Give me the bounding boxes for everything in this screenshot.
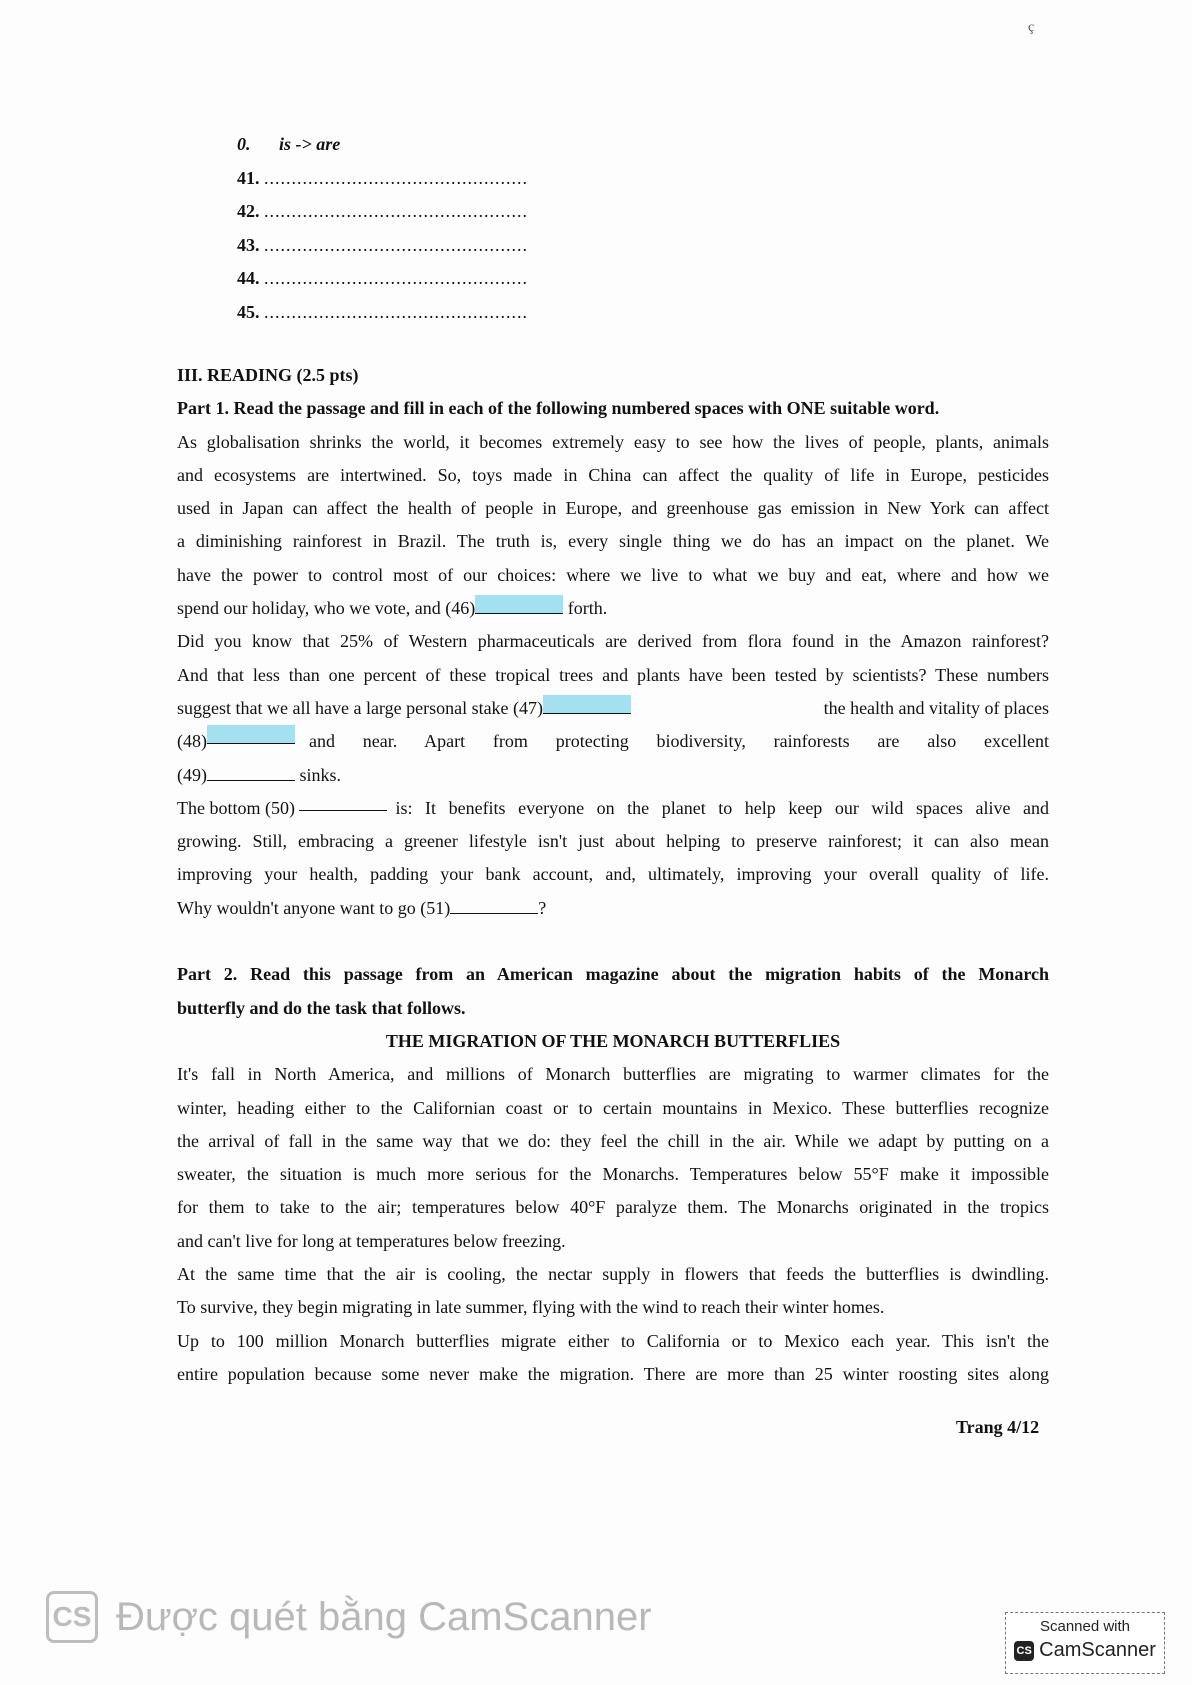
passage-line: and can't live for long at temperatures below freezing. (177, 1230, 566, 1251)
passage-title: THE MIGRATION OF THE MONARCH BUTTERFLIES (385, 1030, 841, 1051)
passage-line: Did you know that 25% of Western pharmaceuticals are derived from flora found in the Amazon rainforest? (177, 631, 1049, 652)
passage-line: winter, heading either to the Californian coast or to certain mountains in Mexico. These butterflies recognize (177, 1097, 1049, 1118)
passage-line: At the same time that the air is cooling, the nectar supply in flowers that feeds the butterflies is dwindling. (177, 1264, 1049, 1285)
passage-line: for them to take to the air; temperatures below 40°F paralyze them. The Monarchs originated in the tropics (177, 1197, 1049, 1218)
blank-50[interactable] (299, 792, 387, 811)
passage-line: spend our holiday, who we vote, and (46) forth. (177, 592, 1049, 625)
corner-mark: ç (1028, 20, 1035, 35)
passage-line: have the power to control most of our choices: where we live to what we buy and eat, where and how we (177, 564, 1049, 585)
passage-line: growing. Still, embracing a greener lifestyle isn't just about helping to preserve rainforest; it can also mean (177, 831, 1049, 852)
passage-line: and ecosystems are intertwined. So, toys made in China can affect the quality of life in Europe, pesticides (177, 464, 1049, 485)
passage-line: Up to 100 million Monarch butterflies migrate either to California or to Mexico each year. This isn't the (177, 1330, 1049, 1351)
passage-line: sweater, the situation is much more serious for the Monarchs. Temperatures below 55°F make it impossible (177, 1164, 1049, 1185)
passage-line: (49) sinks. (177, 759, 1049, 792)
blank-47[interactable] (543, 695, 631, 714)
reading-section (177, 359, 1049, 1391)
answer-example-text: is -> are (279, 134, 341, 154)
blank-48[interactable] (207, 725, 295, 744)
passage-line: the arrival of fall in the same way that we do: they feel the chill in the air. While we adapt by putting on a (177, 1130, 1049, 1151)
part2-instruction: Part 2. Read this passage from an American magazine about the migration habits of the Monarch (177, 964, 1049, 985)
passage-line: As globalisation shrinks the world, it becomes extremely easy to see how the lives of people, plants, animals (177, 431, 1049, 452)
answer-example (237, 128, 528, 162)
answer-line: 45. ................................................ (237, 301, 528, 322)
passage-line: Why wouldn't anyone want to go (51) ? (177, 892, 1049, 925)
camscanner-watermark (46, 1591, 652, 1643)
camscanner-mini-logo-icon: CS (1014, 1641, 1034, 1661)
passage-line: a diminishing rainforest in Brazil. The truth is, every single thing we do has an impact on the planet. We (177, 531, 1049, 552)
passage-line: To survive, they begin migrating in late summer, flying with the wind to reach their winter homes. (177, 1297, 885, 1318)
passage-line: (48) and near. Apart from protecting biodiversity, rainforests are also excellent (177, 725, 1049, 758)
section-title: III. READING (2.5 pts) (177, 365, 359, 385)
passage-line: improving your health, padding your bank account, and, ultimately, improving your overall quality of life. (177, 864, 1049, 885)
blank-51[interactable] (450, 895, 538, 914)
passage-line: The bottom (50) is: It benefits everyone on the planet to help keep our wild spaces alive and (177, 792, 1049, 825)
blank-49[interactable] (207, 762, 295, 781)
scanned-with-badge (1005, 1612, 1165, 1674)
passage-line: entire population because some never make the migration. There are more than 25 winter roosting sites along (177, 1363, 1049, 1384)
answer-line: 44. ................................................ (237, 268, 528, 288)
answer-line: 41. ................................................ (237, 167, 528, 188)
passage-line: used in Japan can affect the health of people in Europe, and greenhouse gas emission in New York can affect (177, 498, 1049, 519)
camscanner-logo-icon: CS (46, 1591, 98, 1643)
answer-line: 43. ................................................ (237, 234, 528, 255)
watermark-text: Được quét bằng CamScanner (116, 1594, 652, 1639)
passage-line: It's fall in North America, and millions of Monarch butterflies are migrating to warmer climates for the (177, 1064, 1049, 1085)
badge-brand: CS CamScanner (1006, 1639, 1164, 1662)
badge-caption: Scanned with (1039, 1618, 1131, 1635)
answer-list (237, 128, 528, 329)
answer-number: 0. (237, 134, 251, 154)
page-number: Trang 4/12 (956, 1417, 1040, 1437)
passage-line: And that less than one percent of these tropical trees and plants have been tested by scientists? These numbers (177, 664, 1049, 685)
part2-instruction: butterfly and do the task that follows. (177, 997, 466, 1018)
part1-instruction: Part 1. Read the passage and fill in each of the following numbered spaces with ONE suitable word. (177, 398, 940, 419)
answer-line: 42. ................................................ (237, 201, 528, 221)
passage-line: suggest that we all have a large personal stake (47) the health and vitality of places (177, 692, 1049, 725)
blank-46[interactable] (475, 595, 563, 614)
